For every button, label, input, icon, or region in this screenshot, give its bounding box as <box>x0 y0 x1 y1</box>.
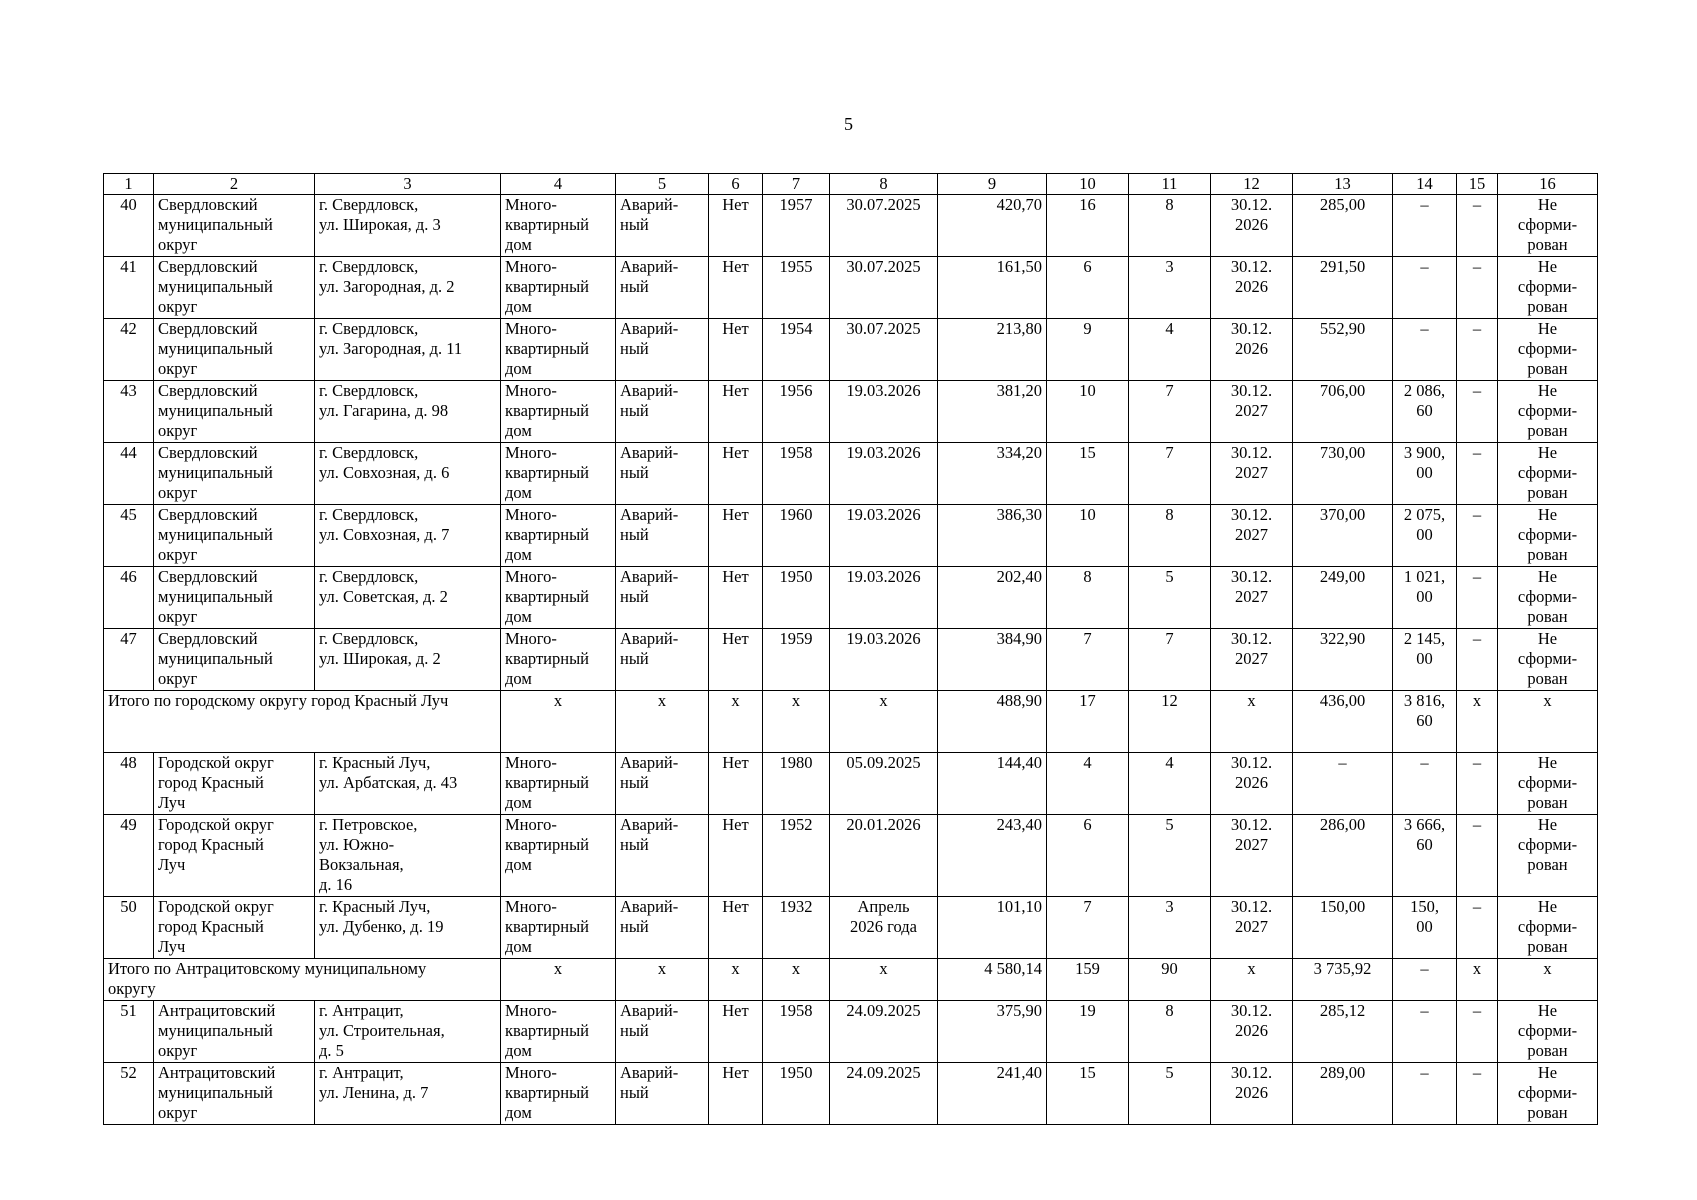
column-header: 6 <box>709 174 763 195</box>
table-cell: 101,10 <box>938 897 1047 959</box>
table-cell: 30.12. 2026 <box>1211 257 1293 319</box>
column-header: 4 <box>501 174 616 195</box>
table-cell: 44 <box>104 443 154 505</box>
table-cell: 45 <box>104 505 154 567</box>
table-row <box>104 567 1598 629</box>
table-cell: 2 086, 60 <box>1393 381 1457 443</box>
table-row <box>104 1063 1598 1125</box>
table-cell: Много- квартирный дом <box>501 897 616 959</box>
table-cell: 386,30 <box>938 505 1047 567</box>
table-cell: 3 <box>1129 257 1211 319</box>
table-cell: 1959 <box>763 629 830 691</box>
column-header: 1 <box>104 174 154 195</box>
table-row <box>104 815 1598 897</box>
table-cell: 9 <box>1047 319 1129 381</box>
table-cell: Нет <box>709 1001 763 1063</box>
table-cell: 19.03.2026 <box>830 505 938 567</box>
table-cell: Свердловский муниципальный округ <box>154 319 315 381</box>
table-cell: 1980 <box>763 753 830 815</box>
table-cell: Много- квартирный дом <box>501 753 616 815</box>
table-cell: Много- квартирный дом <box>501 443 616 505</box>
table-cell: x <box>1498 691 1598 753</box>
table-cell: Аварий- ный <box>616 815 709 897</box>
table-cell: – <box>1457 381 1498 443</box>
table-cell: Не сформи- рован <box>1498 1063 1598 1125</box>
table-cell: Аварий- ный <box>616 443 709 505</box>
column-number-header-row <box>104 174 1598 195</box>
table-cell: Нет <box>709 815 763 897</box>
table-cell: Городской округ город Красный Луч <box>154 897 315 959</box>
table-cell: 5 <box>1129 815 1211 897</box>
table-cell: 8 <box>1129 505 1211 567</box>
table-cell: 24.09.2025 <box>830 1001 938 1063</box>
table-cell: Много- квартирный дом <box>501 195 616 257</box>
table-cell: 30.12. 2027 <box>1211 443 1293 505</box>
table-cell: 285,12 <box>1293 1001 1393 1063</box>
table-cell: г. Красный Луч, ул. Дубенко, д. 19 <box>315 897 501 959</box>
table-cell: Нет <box>709 567 763 629</box>
table-cell: 7 <box>1129 629 1211 691</box>
table-cell: – <box>1293 753 1393 815</box>
column-header: 11 <box>1129 174 1211 195</box>
table-cell: 30.12. 2027 <box>1211 629 1293 691</box>
table-cell: г. Свердловск, ул. Загородная, д. 11 <box>315 319 501 381</box>
table-cell: 47 <box>104 629 154 691</box>
table-cell: Антрацитовский муниципальный округ <box>154 1063 315 1125</box>
table-cell: 05.09.2025 <box>830 753 938 815</box>
table-row <box>104 505 1598 567</box>
table-cell: 90 <box>1129 959 1211 1001</box>
table-cell: 730,00 <box>1293 443 1393 505</box>
table-cell: Городской округ город Красный Луч <box>154 815 315 897</box>
table-cell: – <box>1393 753 1457 815</box>
table-cell: x <box>709 959 763 1001</box>
page-number: 5 <box>844 114 853 134</box>
table-cell: г. Свердловск, ул. Советская, д. 2 <box>315 567 501 629</box>
table-cell: Нет <box>709 1063 763 1125</box>
table-cell: 8 <box>1129 195 1211 257</box>
table-cell: x <box>501 959 616 1001</box>
table-cell: x <box>616 959 709 1001</box>
column-header: 13 <box>1293 174 1393 195</box>
column-header: 3 <box>315 174 501 195</box>
table-cell: 3 900, 00 <box>1393 443 1457 505</box>
table-cell: 202,40 <box>938 567 1047 629</box>
table-cell: 19.03.2026 <box>830 381 938 443</box>
table-cell: Аварий- ный <box>616 505 709 567</box>
table-cell: 6 <box>1047 815 1129 897</box>
table-cell: 30.12. 2026 <box>1211 1001 1293 1063</box>
table-cell: 41 <box>104 257 154 319</box>
table-cell: 8 <box>1047 567 1129 629</box>
table-cell: 1960 <box>763 505 830 567</box>
table-cell: Не сформи- рован <box>1498 319 1598 381</box>
table-cell: 1952 <box>763 815 830 897</box>
table-cell: Не сформи- рован <box>1498 815 1598 897</box>
table-cell: Нет <box>709 443 763 505</box>
table-cell: Много- квартирный дом <box>501 815 616 897</box>
table-cell: 5 <box>1129 1063 1211 1125</box>
table-cell: 48 <box>104 753 154 815</box>
table-cell: – <box>1457 629 1498 691</box>
column-header: 9 <box>938 174 1047 195</box>
table-cell: 144,40 <box>938 753 1047 815</box>
table-cell: 30.12. 2026 <box>1211 319 1293 381</box>
table-cell: – <box>1457 1063 1498 1125</box>
table-cell: Свердловский муниципальный округ <box>154 381 315 443</box>
table-cell: 19.03.2026 <box>830 567 938 629</box>
table-row <box>104 319 1598 381</box>
table-cell: Нет <box>709 753 763 815</box>
table-cell: Много- квартирный дом <box>501 629 616 691</box>
table-cell: Не сформи- рован <box>1498 1001 1598 1063</box>
table-cell: 49 <box>104 815 154 897</box>
table-row <box>104 753 1598 815</box>
table-cell: 30.12. 2026 <box>1211 195 1293 257</box>
table-cell: г. Петровское, ул. Южно- Вокзальная, д. 16 <box>315 815 501 897</box>
table-cell: Не сформи- рован <box>1498 257 1598 319</box>
table-cell: 706,00 <box>1293 381 1393 443</box>
table-cell: – <box>1393 257 1457 319</box>
table-cell: 30.12. 2027 <box>1211 815 1293 897</box>
table-cell: Нет <box>709 195 763 257</box>
table-cell: 3 <box>1129 897 1211 959</box>
table-cell: 6 <box>1047 257 1129 319</box>
table-cell: Не сформи- рован <box>1498 753 1598 815</box>
table-cell: 3 666, 60 <box>1393 815 1457 897</box>
table-cell: x <box>501 691 616 753</box>
table-cell: Много- квартирный дом <box>501 505 616 567</box>
table-cell: 4 <box>1047 753 1129 815</box>
table-cell: 4 580,14 <box>938 959 1047 1001</box>
table-row <box>104 1001 1598 1063</box>
table-cell: 1955 <box>763 257 830 319</box>
table-cell: Нет <box>709 257 763 319</box>
table-cell: – <box>1393 1001 1457 1063</box>
table-cell: 291,50 <box>1293 257 1393 319</box>
table-cell: – <box>1457 897 1498 959</box>
table-cell: 436,00 <box>1293 691 1393 753</box>
column-header: 14 <box>1393 174 1457 195</box>
table-cell: г. Свердловск, ул. Широкая, д. 2 <box>315 629 501 691</box>
table-cell: 384,90 <box>938 629 1047 691</box>
table-cell: 10 <box>1047 505 1129 567</box>
table-cell: 7 <box>1047 897 1129 959</box>
table-cell: Свердловский муниципальный округ <box>154 195 315 257</box>
table-cell: 42 <box>104 319 154 381</box>
table-cell: 17 <box>1047 691 1129 753</box>
subtotal-label: Итого по Антрацитовскому муниципальному округу <box>104 959 501 1001</box>
table-cell: Нет <box>709 897 763 959</box>
table-cell: Не сформи- рован <box>1498 897 1598 959</box>
table-cell: 20.01.2026 <box>830 815 938 897</box>
table-cell: 375,90 <box>938 1001 1047 1063</box>
table-cell: 1950 <box>763 567 830 629</box>
table-cell: Много- квартирный дом <box>501 381 616 443</box>
table-cell: 150, 00 <box>1393 897 1457 959</box>
table-cell: Аварий- ный <box>616 629 709 691</box>
table-cell: 4 <box>1129 753 1211 815</box>
table-cell: 243,40 <box>938 815 1047 897</box>
table-cell: Много- квартирный дом <box>501 567 616 629</box>
table-cell: 161,50 <box>938 257 1047 319</box>
table-cell: Не сформи- рован <box>1498 443 1598 505</box>
table-cell: 15 <box>1047 443 1129 505</box>
table-cell: Нет <box>709 629 763 691</box>
table-cell: 24.09.2025 <box>830 1063 938 1125</box>
table-cell: 52 <box>104 1063 154 1125</box>
table-cell: 40 <box>104 195 154 257</box>
table-cell: 15 <box>1047 1063 1129 1125</box>
table-cell: г. Свердловск, ул. Гагарина, д. 98 <box>315 381 501 443</box>
table-cell: Антрацитовский муниципальный округ <box>154 1001 315 1063</box>
table-cell: 488,90 <box>938 691 1047 753</box>
table-cell: г. Свердловск, ул. Совхозная, д. 6 <box>315 443 501 505</box>
table-cell: Свердловский муниципальный округ <box>154 629 315 691</box>
table-cell: 10 <box>1047 381 1129 443</box>
table-cell: Свердловский муниципальный округ <box>154 567 315 629</box>
table-cell: Много- квартирный дом <box>501 1001 616 1063</box>
table-cell: 1956 <box>763 381 830 443</box>
table-cell: – <box>1457 319 1498 381</box>
table-cell: г. Свердловск, ул. Загородная, д. 2 <box>315 257 501 319</box>
table-row <box>104 381 1598 443</box>
table-cell: – <box>1457 1001 1498 1063</box>
table-row <box>104 629 1598 691</box>
table-cell: 8 <box>1129 1001 1211 1063</box>
table-cell: x <box>1498 959 1598 1001</box>
table-cell: x <box>1457 691 1498 753</box>
table-cell: 19.03.2026 <box>830 629 938 691</box>
subtotal-label: Итого по городскому округу город Красный Луч <box>104 691 501 753</box>
table-cell: 213,80 <box>938 319 1047 381</box>
table-cell: Аварий- ный <box>616 319 709 381</box>
table-cell: 3 816, 60 <box>1393 691 1457 753</box>
table-cell: Аварий- ный <box>616 257 709 319</box>
table-cell: 30.12. 2026 <box>1211 753 1293 815</box>
table-cell: 30.12. 2027 <box>1211 567 1293 629</box>
table-cell: 286,00 <box>1293 815 1393 897</box>
table-cell: x <box>1457 959 1498 1001</box>
table-cell: 1958 <box>763 443 830 505</box>
table-cell: Свердловский муниципальный округ <box>154 257 315 319</box>
table-cell: г. Антрацит, ул. Ленина, д. 7 <box>315 1063 501 1125</box>
table-cell: 30.12. 2027 <box>1211 505 1293 567</box>
table-row <box>104 195 1598 257</box>
column-header: 5 <box>616 174 709 195</box>
table-cell: 1958 <box>763 1001 830 1063</box>
table-cell: Не сформи- рован <box>1498 567 1598 629</box>
table-cell: Не сформи- рован <box>1498 629 1598 691</box>
table-cell: 43 <box>104 381 154 443</box>
table-cell: Нет <box>709 381 763 443</box>
table-cell: Аварий- ный <box>616 1063 709 1125</box>
table-cell: 30.12. 2027 <box>1211 897 1293 959</box>
table-cell: Много- квартирный дом <box>501 319 616 381</box>
table-cell: 3 735,92 <box>1293 959 1393 1001</box>
column-header: 12 <box>1211 174 1293 195</box>
table-cell: 16 <box>1047 195 1129 257</box>
table-cell: – <box>1393 959 1457 1001</box>
column-header: 15 <box>1457 174 1498 195</box>
table-cell: г. Свердловск, ул. Совхозная, д. 7 <box>315 505 501 567</box>
table-cell: 2 075, 00 <box>1393 505 1457 567</box>
table-cell: Аварий- ный <box>616 195 709 257</box>
table-cell: x <box>1211 691 1293 753</box>
table-cell: Городской округ город Красный Луч <box>154 753 315 815</box>
table-row <box>104 257 1598 319</box>
table-cell: 150,00 <box>1293 897 1393 959</box>
column-header: 16 <box>1498 174 1598 195</box>
table-cell: 19.03.2026 <box>830 443 938 505</box>
table-cell: 1954 <box>763 319 830 381</box>
table-cell: Аварий- ный <box>616 567 709 629</box>
table-cell: x <box>763 691 830 753</box>
table-cell: 5 <box>1129 567 1211 629</box>
table-cell: 241,40 <box>938 1063 1047 1125</box>
table-cell: 420,70 <box>938 195 1047 257</box>
table-cell: Много- квартирный дом <box>501 257 616 319</box>
table-cell: 159 <box>1047 959 1129 1001</box>
table-cell: – <box>1457 753 1498 815</box>
table-cell: x <box>616 691 709 753</box>
table-cell: Нет <box>709 505 763 567</box>
table-cell: Аварий- ный <box>616 381 709 443</box>
table-row <box>104 443 1598 505</box>
table-cell: Не сформи- рован <box>1498 195 1598 257</box>
table-cell: – <box>1457 195 1498 257</box>
table-cell: 1 021, 00 <box>1393 567 1457 629</box>
table-cell: 289,00 <box>1293 1063 1393 1125</box>
table-cell: 370,00 <box>1293 505 1393 567</box>
table-cell: x <box>1211 959 1293 1001</box>
table-cell: Не сформи- рован <box>1498 381 1598 443</box>
table-cell: 4 <box>1129 319 1211 381</box>
table-cell: Свердловский муниципальный округ <box>154 505 315 567</box>
table-cell: Много- квартирный дом <box>501 1063 616 1125</box>
table-cell: г. Красный Луч, ул. Арбатская, д. 43 <box>315 753 501 815</box>
table-cell: 2 145, 00 <box>1393 629 1457 691</box>
table-cell: 30.07.2025 <box>830 195 938 257</box>
column-header: 8 <box>830 174 938 195</box>
table-cell: 1932 <box>763 897 830 959</box>
table-cell: 30.07.2025 <box>830 257 938 319</box>
table-cell: 12 <box>1129 691 1211 753</box>
table-cell: Не сформи- рован <box>1498 505 1598 567</box>
column-header: 2 <box>154 174 315 195</box>
column-header: 7 <box>763 174 830 195</box>
table-cell: – <box>1393 195 1457 257</box>
subtotal-row <box>104 959 1598 1001</box>
table-cell: 30.07.2025 <box>830 319 938 381</box>
table-cell: Нет <box>709 319 763 381</box>
table-cell: – <box>1457 257 1498 319</box>
table-cell: 1950 <box>763 1063 830 1125</box>
table-cell: 552,90 <box>1293 319 1393 381</box>
table-cell: – <box>1457 567 1498 629</box>
table-cell: x <box>830 959 938 1001</box>
table-cell: 285,00 <box>1293 195 1393 257</box>
table-cell: г. Антрацит, ул. Строительная, д. 5 <box>315 1001 501 1063</box>
table-cell: 46 <box>104 567 154 629</box>
table-cell: 19 <box>1047 1001 1129 1063</box>
table-cell: 50 <box>104 897 154 959</box>
table-cell: 7 <box>1129 443 1211 505</box>
table-cell: Аварий- ный <box>616 753 709 815</box>
table-cell: 249,00 <box>1293 567 1393 629</box>
table-cell: 30.12. 2027 <box>1211 381 1293 443</box>
table-cell: 30.12. 2026 <box>1211 1063 1293 1125</box>
table-cell: 7 <box>1047 629 1129 691</box>
table-cell: x <box>709 691 763 753</box>
housing-registry-table <box>103 173 1598 1125</box>
table-cell: 1957 <box>763 195 830 257</box>
table-cell: г. Свердловск, ул. Широкая, д. 3 <box>315 195 501 257</box>
column-header: 10 <box>1047 174 1129 195</box>
subtotal-row <box>104 691 1598 753</box>
table-cell: Свердловский муниципальный округ <box>154 443 315 505</box>
table-cell: – <box>1393 319 1457 381</box>
table-cell: Аварий- ный <box>616 897 709 959</box>
table-cell: x <box>763 959 830 1001</box>
table-cell: – <box>1457 505 1498 567</box>
table-row <box>104 897 1598 959</box>
table-cell: – <box>1457 443 1498 505</box>
table-cell: 334,20 <box>938 443 1047 505</box>
table-cell: – <box>1393 1063 1457 1125</box>
table-cell: – <box>1457 815 1498 897</box>
table-cell: x <box>830 691 938 753</box>
table-cell: 322,90 <box>1293 629 1393 691</box>
table-cell: 381,20 <box>938 381 1047 443</box>
table-cell: Аварий- ный <box>616 1001 709 1063</box>
table-cell: Апрель 2026 года <box>830 897 938 959</box>
table-cell: 7 <box>1129 381 1211 443</box>
table-cell: 51 <box>104 1001 154 1063</box>
